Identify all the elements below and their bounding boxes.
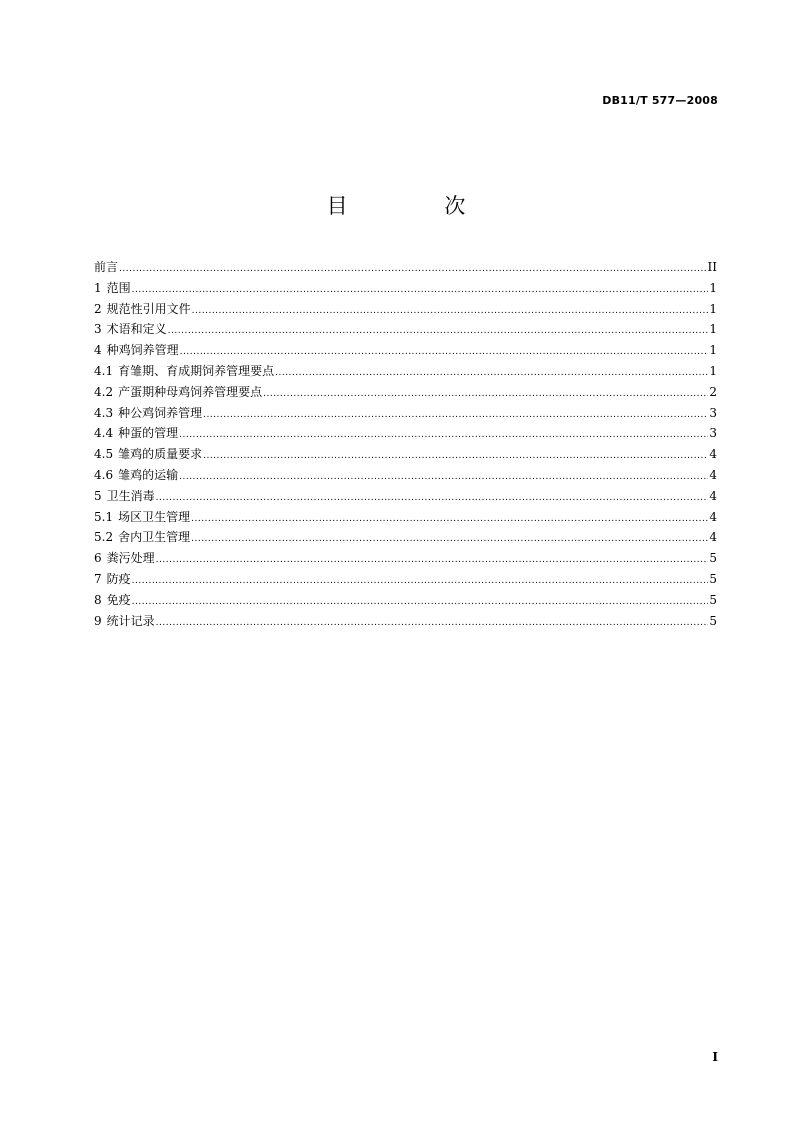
toc-entry-title: 免疫	[106, 592, 131, 607]
toc-entry[interactable]	[94, 507, 717, 528]
toc-entry-page: 4	[709, 488, 717, 503]
toc-entry-number: 4.6	[94, 467, 114, 482]
toc-entry[interactable]	[94, 278, 717, 299]
toc-entry-page: 1	[709, 343, 717, 358]
toc-dot-leader	[203, 405, 708, 426]
toc-entry-page: 5	[709, 571, 717, 586]
toc-dot-leader	[119, 259, 707, 280]
toc-entry-number: 5.1	[94, 509, 114, 524]
toc-entry[interactable]	[94, 257, 717, 278]
toc-entry[interactable]	[94, 590, 717, 611]
toc-entry-title: 前言	[94, 260, 119, 274]
toc-entry-page: 3	[709, 405, 717, 420]
toc-entry-page: 4	[709, 467, 717, 482]
toc-dot-leader	[191, 509, 708, 530]
toc-dot-leader	[132, 592, 709, 613]
toc-entry-title: 种蛋的管理	[118, 426, 179, 441]
toc-dot-leader	[156, 550, 709, 571]
toc-entry-number: 8	[94, 592, 102, 607]
toc-entry-title: 种公鸡饲养管理	[118, 405, 203, 420]
toc-dot-leader	[192, 301, 709, 322]
toc-entry-page: 4	[709, 530, 717, 545]
toc-entry-title: 防疫	[106, 571, 131, 586]
toc-entry-number: 1	[94, 280, 102, 295]
toc-entry[interactable]	[94, 465, 717, 486]
toc-entry-title: 舍内卫生管理	[118, 530, 191, 545]
toc-entry-title: 产蛋期种母鸡饲养管理要点	[118, 384, 263, 399]
toc-entry-title: 统计记录	[106, 613, 155, 628]
document-code: DB11/T 577—2008	[602, 94, 718, 107]
toc-entry-page: 5	[709, 613, 717, 628]
toc-entry-title: 雏鸡的质量要求	[118, 447, 203, 462]
toc-dot-leader	[156, 613, 709, 634]
toc-dot-leader	[263, 384, 708, 405]
toc-dot-leader	[168, 321, 709, 342]
toc-entry-page: 1	[709, 322, 717, 337]
toc-dot-leader	[203, 446, 708, 467]
toc-entry-title: 雏鸡的运输	[118, 467, 179, 482]
toc-entry[interactable]	[94, 527, 717, 548]
toc-entry[interactable]	[94, 361, 717, 382]
toc-entry-title: 粪污处理	[106, 551, 155, 566]
toc-entry-page: II	[707, 260, 717, 274]
toc-dot-leader	[275, 363, 708, 384]
table-of-contents	[94, 257, 717, 631]
toc-entry[interactable]	[94, 569, 717, 590]
toc-title: 目 次	[326, 194, 511, 218]
toc-entry-title: 种鸡饲养管理	[106, 343, 179, 358]
toc-entry-page: 1	[709, 280, 717, 295]
toc-entry-title: 规范性引用文件	[106, 301, 191, 316]
toc-entry-page: 2	[709, 384, 717, 399]
toc-entry[interactable]	[94, 548, 717, 569]
toc-entry-page: 4	[709, 509, 717, 524]
toc-entry-page: 1	[709, 363, 717, 378]
toc-entry-number: 2	[94, 301, 102, 316]
toc-dot-leader	[132, 571, 709, 592]
toc-entry-page: 1	[709, 301, 717, 316]
toc-dot-leader	[179, 467, 708, 488]
toc-dot-leader	[191, 529, 708, 550]
toc-entry-title: 范围	[106, 280, 131, 295]
toc-entry-page: 3	[709, 426, 717, 441]
toc-entry-title: 育雏期、育成期饲养管理要点	[118, 363, 275, 378]
toc-entry-number: 3	[94, 322, 102, 337]
toc-entry[interactable]	[94, 423, 717, 444]
toc-entry[interactable]	[94, 486, 717, 507]
toc-entry-number: 5	[94, 488, 102, 503]
toc-entry-title: 术语和定义	[106, 322, 167, 337]
toc-entry-number: 4.3	[94, 405, 114, 420]
toc-entry-page: 4	[709, 447, 717, 462]
toc-dot-leader	[179, 425, 708, 446]
toc-entry[interactable]	[94, 319, 717, 340]
page-number: I	[712, 1050, 718, 1064]
toc-entry[interactable]	[94, 403, 717, 424]
toc-entry-number: 4.1	[94, 363, 114, 378]
toc-entry-number: 4.2	[94, 384, 114, 399]
toc-entry-number: 4	[94, 343, 102, 358]
toc-entry-title: 场区卫生管理	[118, 509, 191, 524]
toc-entry-title: 卫生消毒	[106, 488, 155, 503]
toc-dot-leader	[132, 280, 709, 301]
toc-entry-number: 5.2	[94, 530, 114, 545]
toc-entry-number: 6	[94, 551, 102, 566]
toc-entry-number: 4.4	[94, 426, 114, 441]
toc-entry-number: 9	[94, 613, 102, 628]
toc-entry-number: 4.5	[94, 447, 114, 462]
toc-entry[interactable]	[94, 611, 717, 632]
toc-entry[interactable]	[94, 382, 717, 403]
toc-entry-number: 7	[94, 571, 102, 586]
toc-entry[interactable]	[94, 299, 717, 320]
toc-entry[interactable]	[94, 444, 717, 465]
toc-entry[interactable]	[94, 340, 717, 361]
toc-dot-leader	[180, 342, 709, 363]
toc-entry-page: 5	[709, 551, 717, 566]
toc-entry-page: 5	[709, 592, 717, 607]
toc-dot-leader	[156, 488, 709, 509]
